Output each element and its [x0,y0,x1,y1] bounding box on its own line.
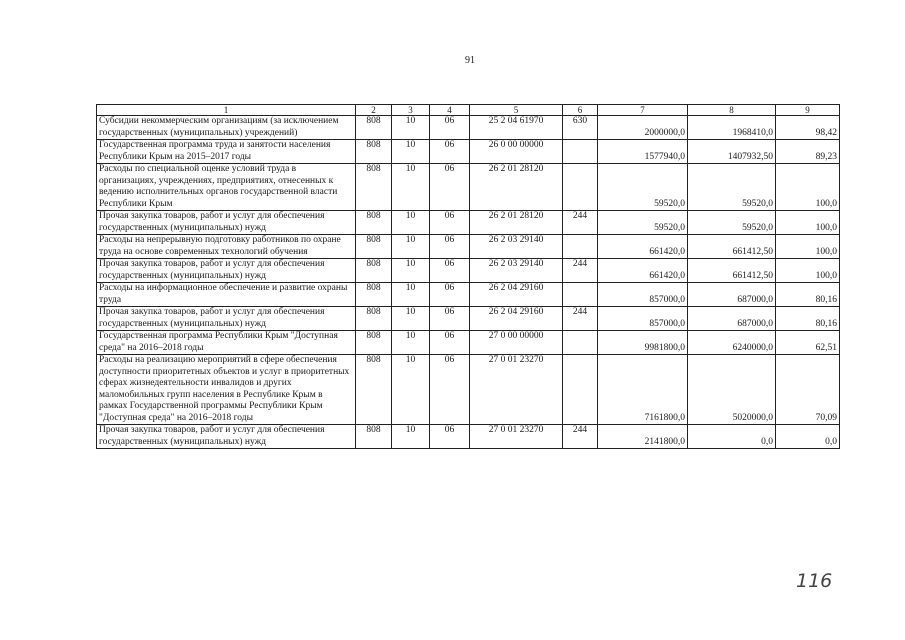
row-name-cell: Расходы на информационное обеспечение и развитие охраны труда [97,283,356,307]
subsection-cell: 06 [430,211,470,235]
expense-type-cell: 244 [563,307,598,331]
planned-amount-cell: 59520,0 [598,164,688,211]
target-article-cell: 26 2 03 29140 [470,235,563,259]
table-body [97,116,840,449]
ministry-code-cell: 808 [356,331,392,355]
table-row [97,283,840,307]
execution-percent-cell: 80,16 [776,283,840,307]
row-name-cell: Расходы на непрерывную подготовку работников по охране труда на основе современных технологий обучения [97,235,356,259]
table-row [97,235,840,259]
subsection-cell: 06 [430,259,470,283]
ministry-code-cell: 808 [356,235,392,259]
column-header: 1 [97,105,356,116]
row-name-cell: Прочая закупка товаров, работ и услуг для обеспечения государственных (муниципальных) нужд [97,425,356,449]
subsection-cell: 06 [430,283,470,307]
execution-percent-cell: 70,09 [776,355,840,425]
expense-type-cell: 244 [563,259,598,283]
target-article-cell: 26 2 01 28120 [470,164,563,211]
target-article-cell: 26 0 00 00000 [470,140,563,164]
section-cell: 10 [392,211,430,235]
executed-amount-cell: 59520,0 [688,164,776,211]
ministry-code-cell: 808 [356,211,392,235]
table-row [97,307,840,331]
planned-amount-cell: 7161800,0 [598,355,688,425]
ministry-code-cell: 808 [356,307,392,331]
planned-amount-cell: 857000,0 [598,283,688,307]
column-header: 7 [598,105,688,116]
column-header: 8 [688,105,776,116]
ministry-code-cell: 808 [356,259,392,283]
execution-percent-cell: 100,0 [776,259,840,283]
target-article-cell: 25 2 04 61970 [470,116,563,140]
execution-percent-cell: 100,0 [776,211,840,235]
planned-amount-cell: 59520,0 [598,211,688,235]
expense-type-cell [563,283,598,307]
expense-type-cell: 630 [563,116,598,140]
executed-amount-cell: 0,0 [688,425,776,449]
column-numbers-row [97,105,840,116]
ministry-code-cell: 808 [356,425,392,449]
column-header: 2 [356,105,392,116]
ministry-code-cell: 808 [356,140,392,164]
row-name-cell: Государственная программа труда и занятости населения Республики Крым на 2015–2017 годы [97,140,356,164]
table-row [97,140,840,164]
execution-percent-cell: 0,0 [776,425,840,449]
target-article-cell: 27 0 01 23270 [470,425,563,449]
planned-amount-cell: 2141800,0 [598,425,688,449]
subsection-cell: 06 [430,307,470,331]
planned-amount-cell: 661420,0 [598,235,688,259]
section-cell: 10 [392,164,430,211]
table-row [97,211,840,235]
execution-percent-cell: 100,0 [776,235,840,259]
section-cell: 10 [392,283,430,307]
column-header: 5 [470,105,563,116]
execution-percent-cell: 100,0 [776,164,840,211]
subsection-cell: 06 [430,425,470,449]
target-article-cell: 27 0 00 00000 [470,331,563,355]
subsection-cell: 06 [430,164,470,211]
table-row [97,259,840,283]
handwritten-number: 116 [796,570,833,592]
planned-amount-cell: 661420,0 [598,259,688,283]
subsection-cell: 06 [430,235,470,259]
executed-amount-cell: 1968410,0 [688,116,776,140]
target-article-cell: 26 2 04 29160 [470,307,563,331]
ministry-code-cell: 808 [356,355,392,425]
planned-amount-cell: 857000,0 [598,307,688,331]
planned-amount-cell: 1577940,0 [598,140,688,164]
ministry-code-cell: 808 [356,283,392,307]
table-row [97,355,840,425]
execution-percent-cell: 62,51 [776,331,840,355]
section-cell: 10 [392,331,430,355]
ministry-code-cell: 808 [356,164,392,211]
section-cell: 10 [392,116,430,140]
table-row [97,331,840,355]
row-name-cell: Расходы по специальной оценке условий труда в организациях, учреждениях, предприятиях, отнесенных к ведению исполнительных органов государственной власти Республики Крым [97,164,356,211]
execution-percent-cell: 80,16 [776,307,840,331]
execution-percent-cell: 89,23 [776,140,840,164]
row-name-cell: Расходы на реализацию мероприятий в сфере обеспечения доступности приоритетных объектов и услуг в приоритетных сферах жизнедеятельности инвалидов и других маломобильных групп населения в Республике Крым в рамках Государственной программы Республики Крым "Доступная среда" на 2016–2018 годы [97,355,356,425]
executed-amount-cell: 661412,50 [688,235,776,259]
executed-amount-cell: 661412,50 [688,259,776,283]
section-cell: 10 [392,307,430,331]
section-cell: 10 [392,425,430,449]
executed-amount-cell: 6240000,0 [688,331,776,355]
target-article-cell: 26 2 04 29160 [470,283,563,307]
executed-amount-cell: 687000,0 [688,283,776,307]
page-number: 91 [465,55,475,66]
expense-type-cell [563,355,598,425]
target-article-cell: 27 0 01 23270 [470,355,563,425]
row-name-cell: Прочая закупка товаров, работ и услуг для обеспечения государственных (муниципальных) нужд [97,259,356,283]
target-article-cell: 26 2 01 28120 [470,211,563,235]
target-article-cell: 26 2 03 29140 [470,259,563,283]
expense-type-cell [563,140,598,164]
budget-table [96,104,840,449]
table-row [97,116,840,140]
column-header: 9 [776,105,840,116]
section-cell: 10 [392,140,430,164]
expense-type-cell: 244 [563,211,598,235]
table-row [97,164,840,211]
subsection-cell: 06 [430,116,470,140]
column-header: 3 [392,105,430,116]
section-cell: 10 [392,355,430,425]
section-cell: 10 [392,259,430,283]
section-cell: 10 [392,235,430,259]
subsection-cell: 06 [430,331,470,355]
executed-amount-cell: 1407932,50 [688,140,776,164]
executed-amount-cell: 59520,0 [688,211,776,235]
planned-amount-cell: 9981800,0 [598,331,688,355]
expense-type-cell [563,164,598,211]
row-name-cell: Государственная программа Республики Крым "Доступная среда" на 2016–2018 годы [97,331,356,355]
expense-type-cell [563,331,598,355]
expense-type-cell [563,235,598,259]
planned-amount-cell: 2000000,0 [598,116,688,140]
column-header: 4 [430,105,470,116]
subsection-cell: 06 [430,355,470,425]
column-header: 6 [563,105,598,116]
expense-type-cell: 244 [563,425,598,449]
subsection-cell: 06 [430,140,470,164]
execution-percent-cell: 98,42 [776,116,840,140]
row-name-cell: Прочая закупка товаров, работ и услуг для обеспечения государственных (муниципальных) нужд [97,211,356,235]
row-name-cell: Прочая закупка товаров, работ и услуг для обеспечения государственных (муниципальных) нужд [97,307,356,331]
row-name-cell: Субсидии некоммерческим организациям (за исключением государственных (муниципальных) учреждений) [97,116,356,140]
ministry-code-cell: 808 [356,116,392,140]
executed-amount-cell: 5020000,0 [688,355,776,425]
executed-amount-cell: 687000,0 [688,307,776,331]
table-row [97,425,840,449]
